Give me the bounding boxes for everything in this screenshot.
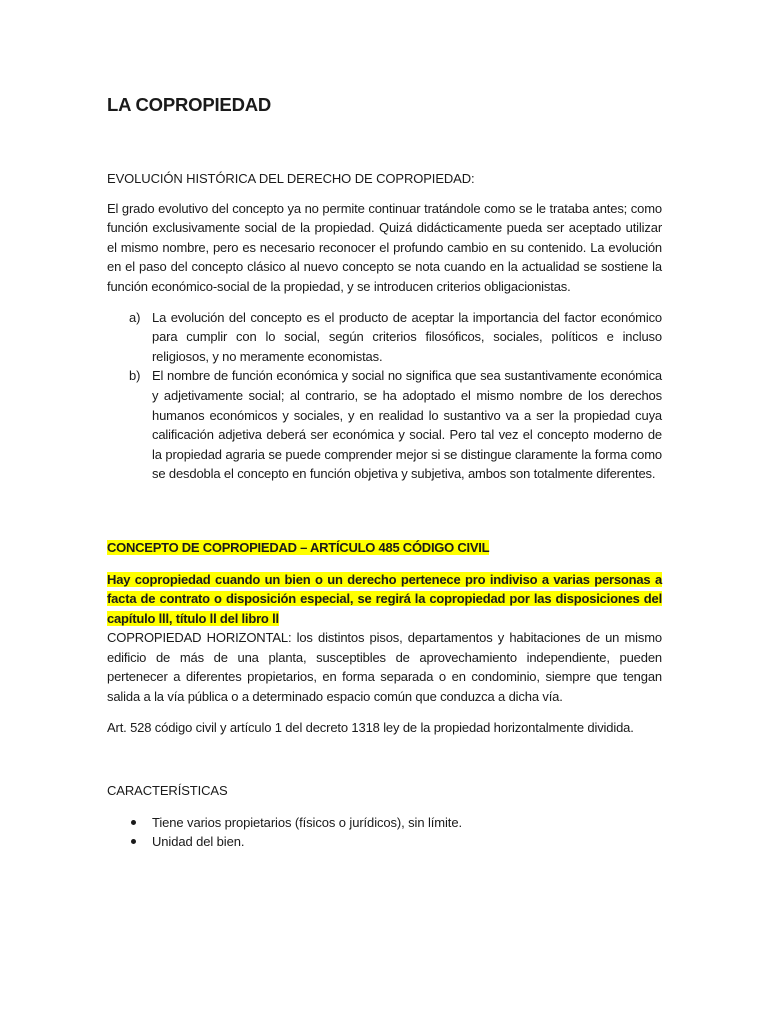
list-evolucion [107,308,662,484]
paragraph-concepto [107,570,662,629]
highlighted-paragraph-text: Hay copropiedad cuando un bien o un derecho pertenece pro indiviso a varias personas a facta de contrato o disposición especial, se regirá la copropiedad por las disposiciones del capítulo lll, título ll del libro ll [107,571,662,626]
list-item [129,308,662,367]
list-marker: a) [129,309,141,325]
section-heading-caracteristicas: CARACTERÍSTICAS [107,783,228,799]
section-heading-concepto [107,538,662,558]
list-item [152,832,662,852]
paragraph-evolucion: El grado evolutivo del concepto ya no permite continuar tratándole como se le trataba antes; como función exclusivamente social de la propiedad. Quizá didácticamente pueda ser aceptado utilizar el mismo nombre, pero es necesario reconocer el profundo cambio en su contenido. La evolución en el paso del concepto clásico al nuevo concepto se nota cuando en la actualidad se sostiene la función económico-social de la propiedad, y se introducen criterios obligacionistas. [107,200,662,294]
highlighted-heading-text: CONCEPTO DE COPROPIEDAD – ARTÍCULO 485 CÓDIGO CIVIL [107,539,490,555]
list-marker: b) [129,368,141,384]
section-heading-evolucion: EVOLUCIÓN HISTÓRICA DEL DERECHO DE COPROPIEDAD: [107,171,475,186]
bullet-icon [131,820,136,825]
list-caracteristicas [107,813,662,852]
document-title: LA COPROPIEDAD [107,94,272,115]
list-item-text: La evolución del concepto es el producto de aceptar la importancia del factor económico para cumplir con lo social, según criterios filosóficos, sociales, políticos e incluso religiosos, y no meramente economistas. [152,309,662,364]
list-item [152,813,662,833]
list-item-text: Unidad del bien. [152,834,245,850]
list-item-text: El nombre de función económica y social no significa que sea sustantivamente económica y adjetivamente social; al contrario, se ha adoptado el mismo nombre de los derechos humanos económicos y sociales, y en realidad lo sustantivo va a ser la propiedad cuya calificación adjetiva deberá ser económica y social. Pero tal vez el concepto moderno de la propiedad agraria se puede comprender mejor si se distingue claramente la forma como se desdobla el concepto en función objetiva y subjetiva, ambos son totalmente diferentes. [152,368,662,482]
list-item [129,366,662,484]
paragraph-copropiedad-horizontal: COPROPIEDAD HORIZONTAL: los distintos pisos, departamentos y habitaciones de un mismo edificio de más de una planta, susceptibles de aprovechamiento independiente, pueden pertenecer a diferentes propietarios, en forma separada o en condominio, siempre que tengan salida a la vía pública o a determinado espacio común que conduzca a dicha vía. [107,630,662,705]
bullet-icon [131,839,136,844]
paragraph-article-reference: Art. 528 código civil y artículo 1 del decreto 1318 ley de la propiedad horizontalmente dividida. [107,719,634,735]
list-item-text: Tiene varios propietarios (físicos o jurídicos), sin límite. [152,814,462,830]
